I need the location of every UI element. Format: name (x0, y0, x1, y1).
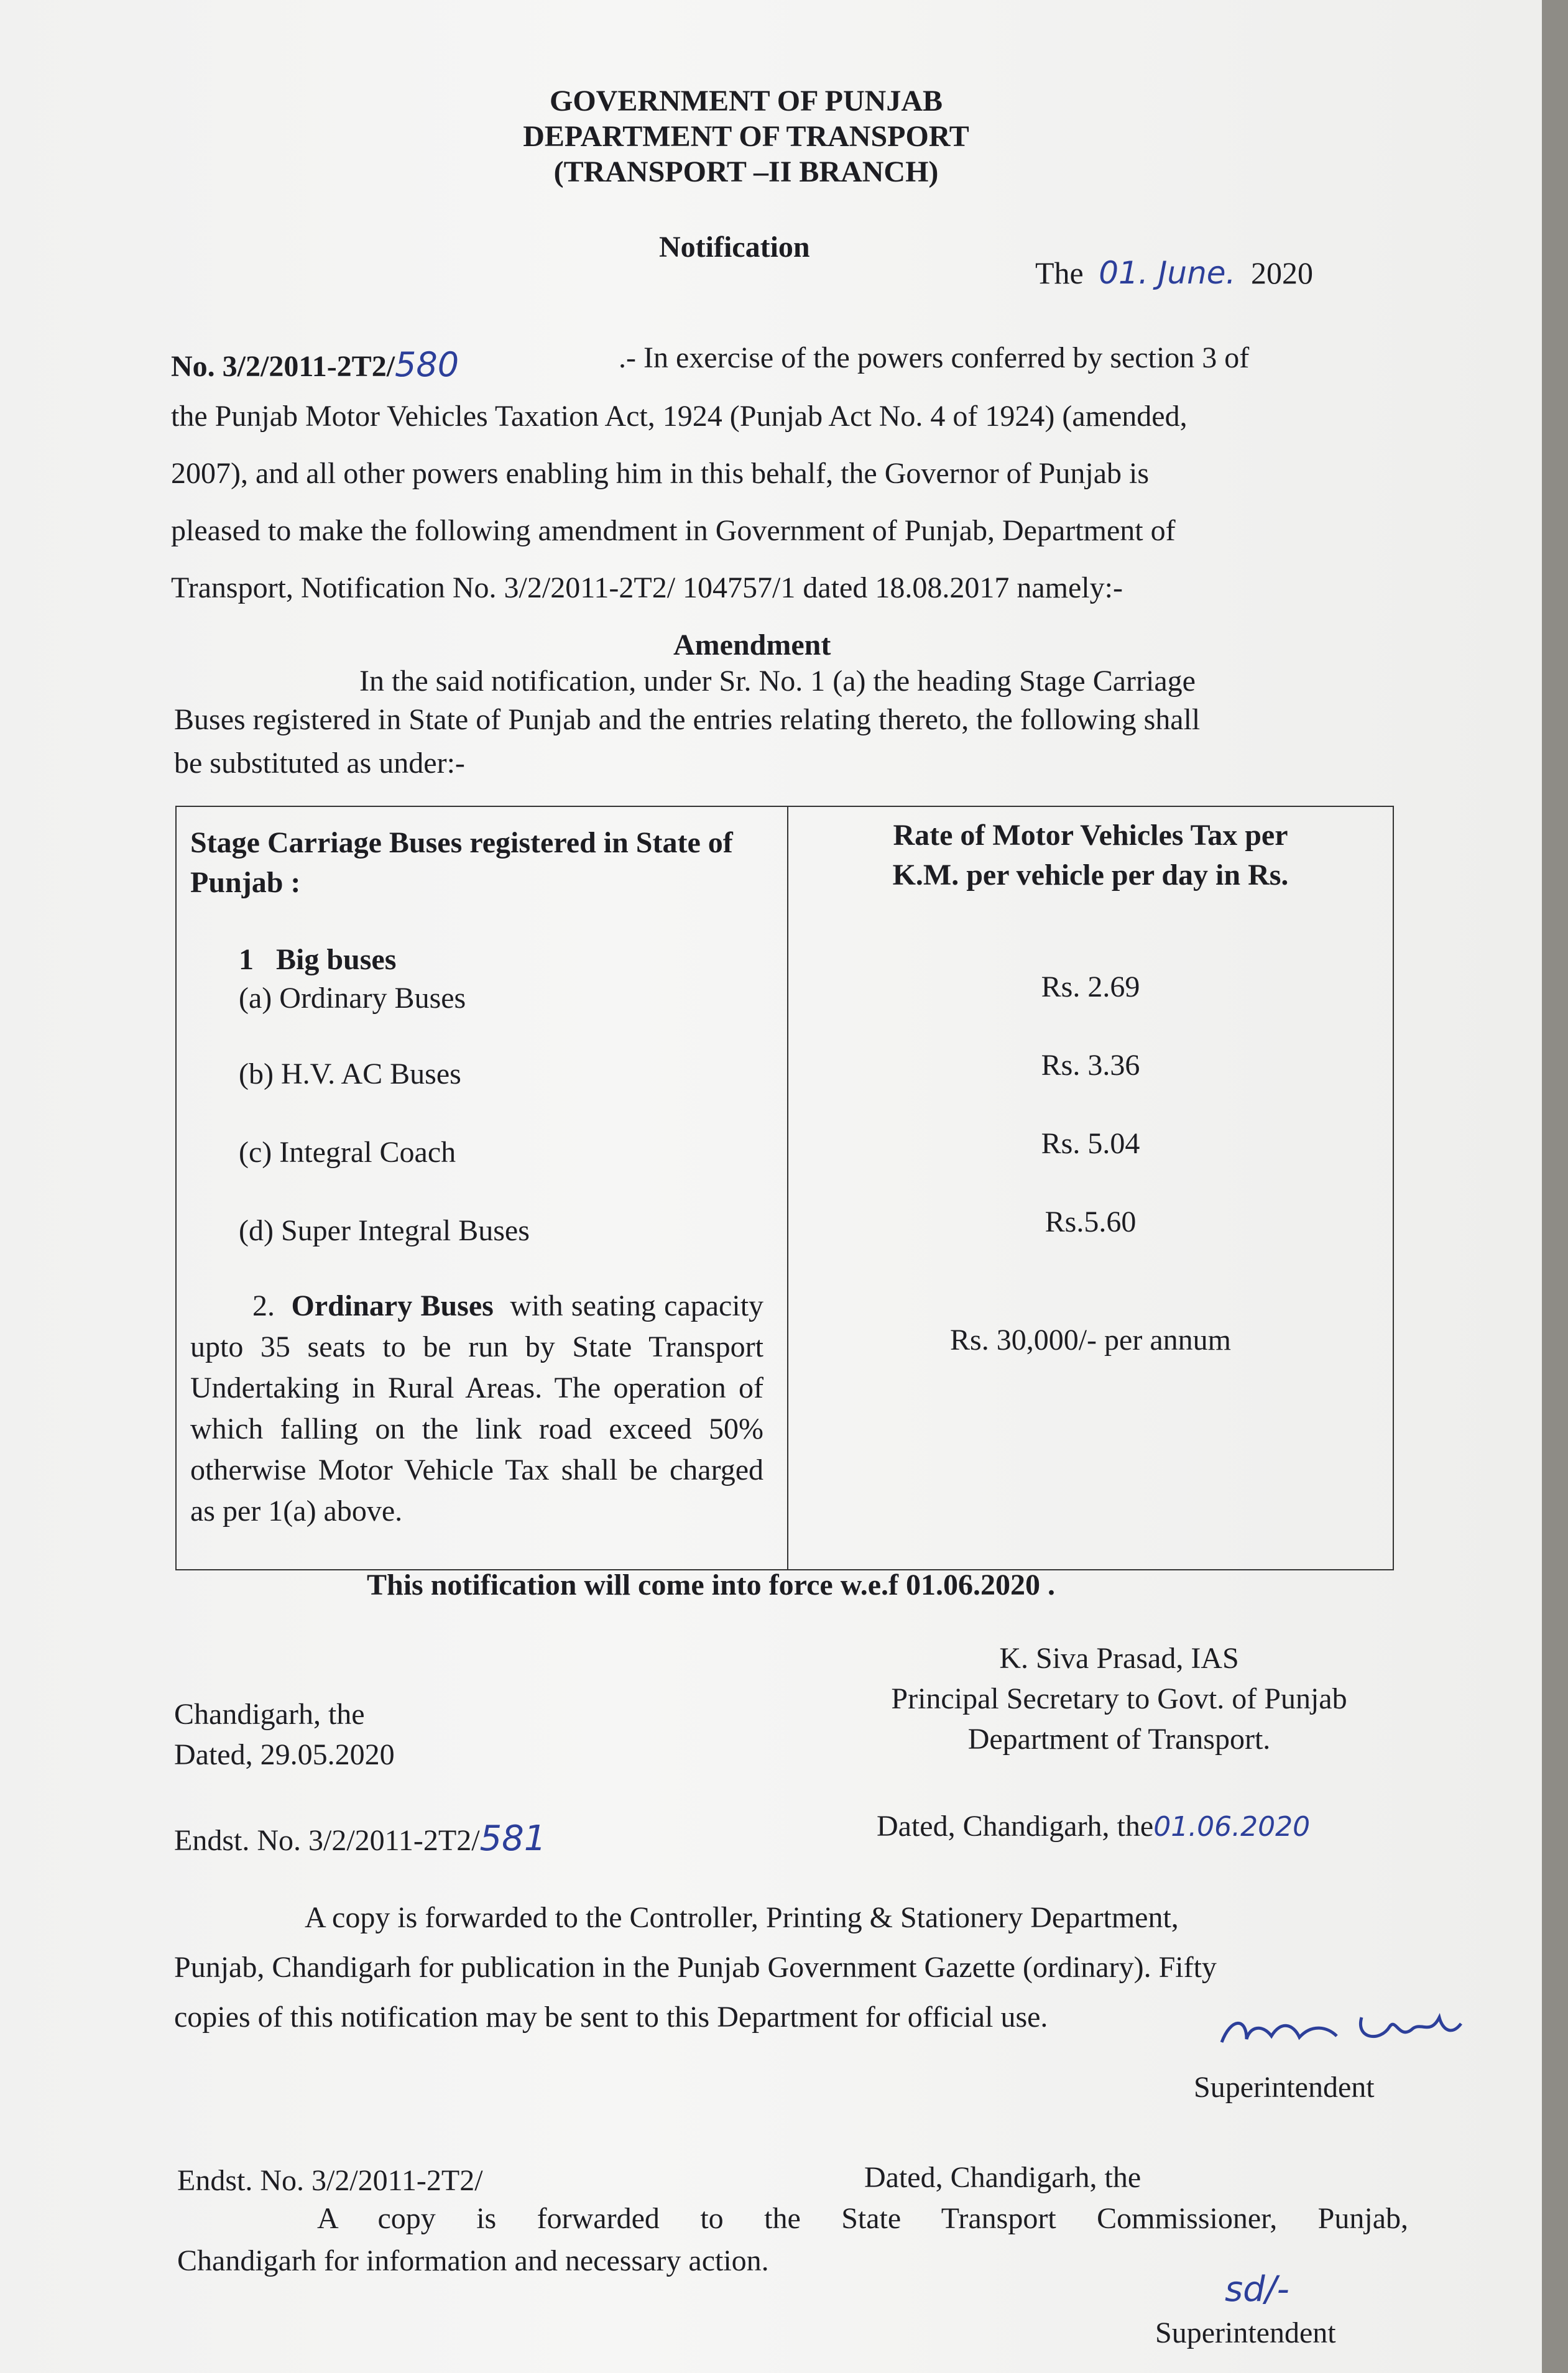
number-handwritten: 580 (395, 345, 459, 384)
row-label-hv-ac: (b) H.V. AC Buses (239, 1057, 461, 1090)
header-government: GOVERNMENT OF PUNJAB (549, 85, 943, 117)
col2-header (788, 816, 1393, 895)
superintendent-signature (1212, 1993, 1473, 2061)
endst2-sd-mark: sd/- (1225, 2269, 1289, 2310)
signatory-name: K. Siva Prasad, IAS (999, 1642, 1239, 1675)
signatory-title: Principal Secretary to Govt. of Punjab (891, 1682, 1347, 1715)
number-label: No. 3/2/2011-2T2/ (171, 350, 395, 383)
item2-description: with seating capacity upto 35 seats to be run by State Transport Undertaking in Rural Areas. The operation of which falling on the link road exceed 50% otherwise Motor Vehicle Tax shall be charged as per 1(a) above. (190, 1289, 764, 1527)
table-col1 (176, 806, 788, 1570)
date-handwritten: 01. June. (1099, 255, 1236, 291)
row-rate-super-integral: Rs.5.60 (1045, 1205, 1137, 1238)
signatory-dept: Department of Transport. (967, 1723, 1271, 1756)
row-label-super-integral: (d) Super Integral Buses (239, 1214, 530, 1247)
tax-rate-table (175, 806, 1394, 1570)
endst1-dated-label: Dated, Chandigarh, the (877, 1810, 1154, 1843)
col2-header-text: Rate of Motor Vehicles Tax per K.M. per vehicle per day in Rs. (892, 819, 1289, 892)
amendment-line-1: In the said notification, under Sr. No. 1 (a) the heading Stage Carriage (359, 665, 1196, 698)
notification-title: Notification (659, 231, 810, 264)
force-line: This notification will come into force w.e.f 01.06.2020 . (367, 1569, 1055, 1601)
date-year: 2020 (1250, 256, 1313, 290)
endst1-signer: Superintendent (1194, 2071, 1375, 2104)
header-branch: (TRANSPORT –II BRANCH) (553, 155, 939, 188)
amendment-line-3: be substituted as under:- (174, 747, 465, 780)
endst1-para-line-2: Punjab, Chandigarh for publication in the Punjab Government Gazette (ordinary). Fifty (174, 1951, 1217, 1984)
row-rate-ordinary: Rs. 2.69 (1041, 970, 1140, 1003)
header-department: DEPARTMENT OF TRANSPORT (523, 120, 969, 153)
endst1-date-handwritten: 01.06.2020 (1153, 1811, 1311, 1843)
endst1-number (174, 1818, 546, 1859)
item2-text (190, 1286, 763, 1532)
big-buses-heading (239, 942, 396, 977)
page-edge-shadow (1542, 0, 1568, 2373)
item2-rate: Rs. 30,000/- per annum (950, 1324, 1231, 1357)
place-line-1: Chandigarh, the (174, 1698, 365, 1731)
big-buses-label: Big buses (276, 943, 397, 976)
endst1-para-line-3: copies of this notification may be sent to this Department for official use. (174, 2001, 1048, 2034)
endst2-para-line-2: Chandigarh for information and necessary action. (177, 2244, 769, 2277)
item2-bold: Ordinary Buses (291, 1289, 494, 1322)
endst2-paragraph (177, 2198, 1408, 2282)
preamble-line-3: 2007), and all other powers enabling him in this behalf, the Governor of Punjab is (171, 457, 1150, 490)
preamble-line-5: Transport, Notification No. 3/2/2011-2T2/ 104757/1 dated 18.08.2017 namely:- (171, 571, 1123, 604)
preamble-line-2: the Punjab Motor Vehicles Taxation Act, 1924 (Punjab Act No. 4 of 1924) (amended, (171, 400, 1188, 433)
endst2-dated: Dated, Chandigarh, the (864, 2161, 1141, 2194)
endst2-label: Endst. No. 3/2/2011-2T2/ (177, 2164, 483, 2197)
amendment-line-2: Buses registered in State of Punjab and the entries relating thereto, the following shall (174, 703, 1201, 736)
col1-header: Stage Carriage Buses registered in State of Punjab : (190, 826, 733, 899)
endst1-para-line-1: A copy is forwarded to the Controller, Printing & Stationery Department, (305, 1901, 1179, 1934)
place-line-2: Dated, 29.05.2020 (174, 1738, 395, 1771)
notification-number (171, 345, 459, 384)
row-rate-integral-coach: Rs. 5.04 (1041, 1127, 1140, 1160)
endst1-dated (877, 1809, 1310, 1843)
table-col2 (788, 806, 1393, 1570)
endst2-para-line-1: A copy is forwarded to the State Transport Commissioner, Punjab, (317, 2202, 1408, 2235)
big-buses-num: 1 (239, 943, 254, 976)
date-prefix: The (1035, 256, 1084, 290)
row-label-integral-coach: (c) Integral Coach (239, 1136, 456, 1169)
row-label-ordinary: (a) Ordinary Buses (239, 982, 466, 1015)
date-line (1035, 255, 1313, 291)
row-rate-hv-ac: Rs. 3.36 (1041, 1049, 1140, 1082)
preamble-line-1: .- In exercise of the powers conferred by section 3 of (619, 341, 1250, 374)
endst1-handwritten: 581 (479, 1818, 546, 1859)
amendment-heading: Amendment (673, 629, 831, 661)
endst2-signer: Superintendent (1155, 2316, 1336, 2349)
endst1-label: Endst. No. 3/2/2011-2T2/ (174, 1824, 480, 1857)
item2-num: 2. (252, 1289, 275, 1322)
preamble-line-4: pleased to make the following amendment in Government of Punjab, Department of (171, 514, 1176, 547)
